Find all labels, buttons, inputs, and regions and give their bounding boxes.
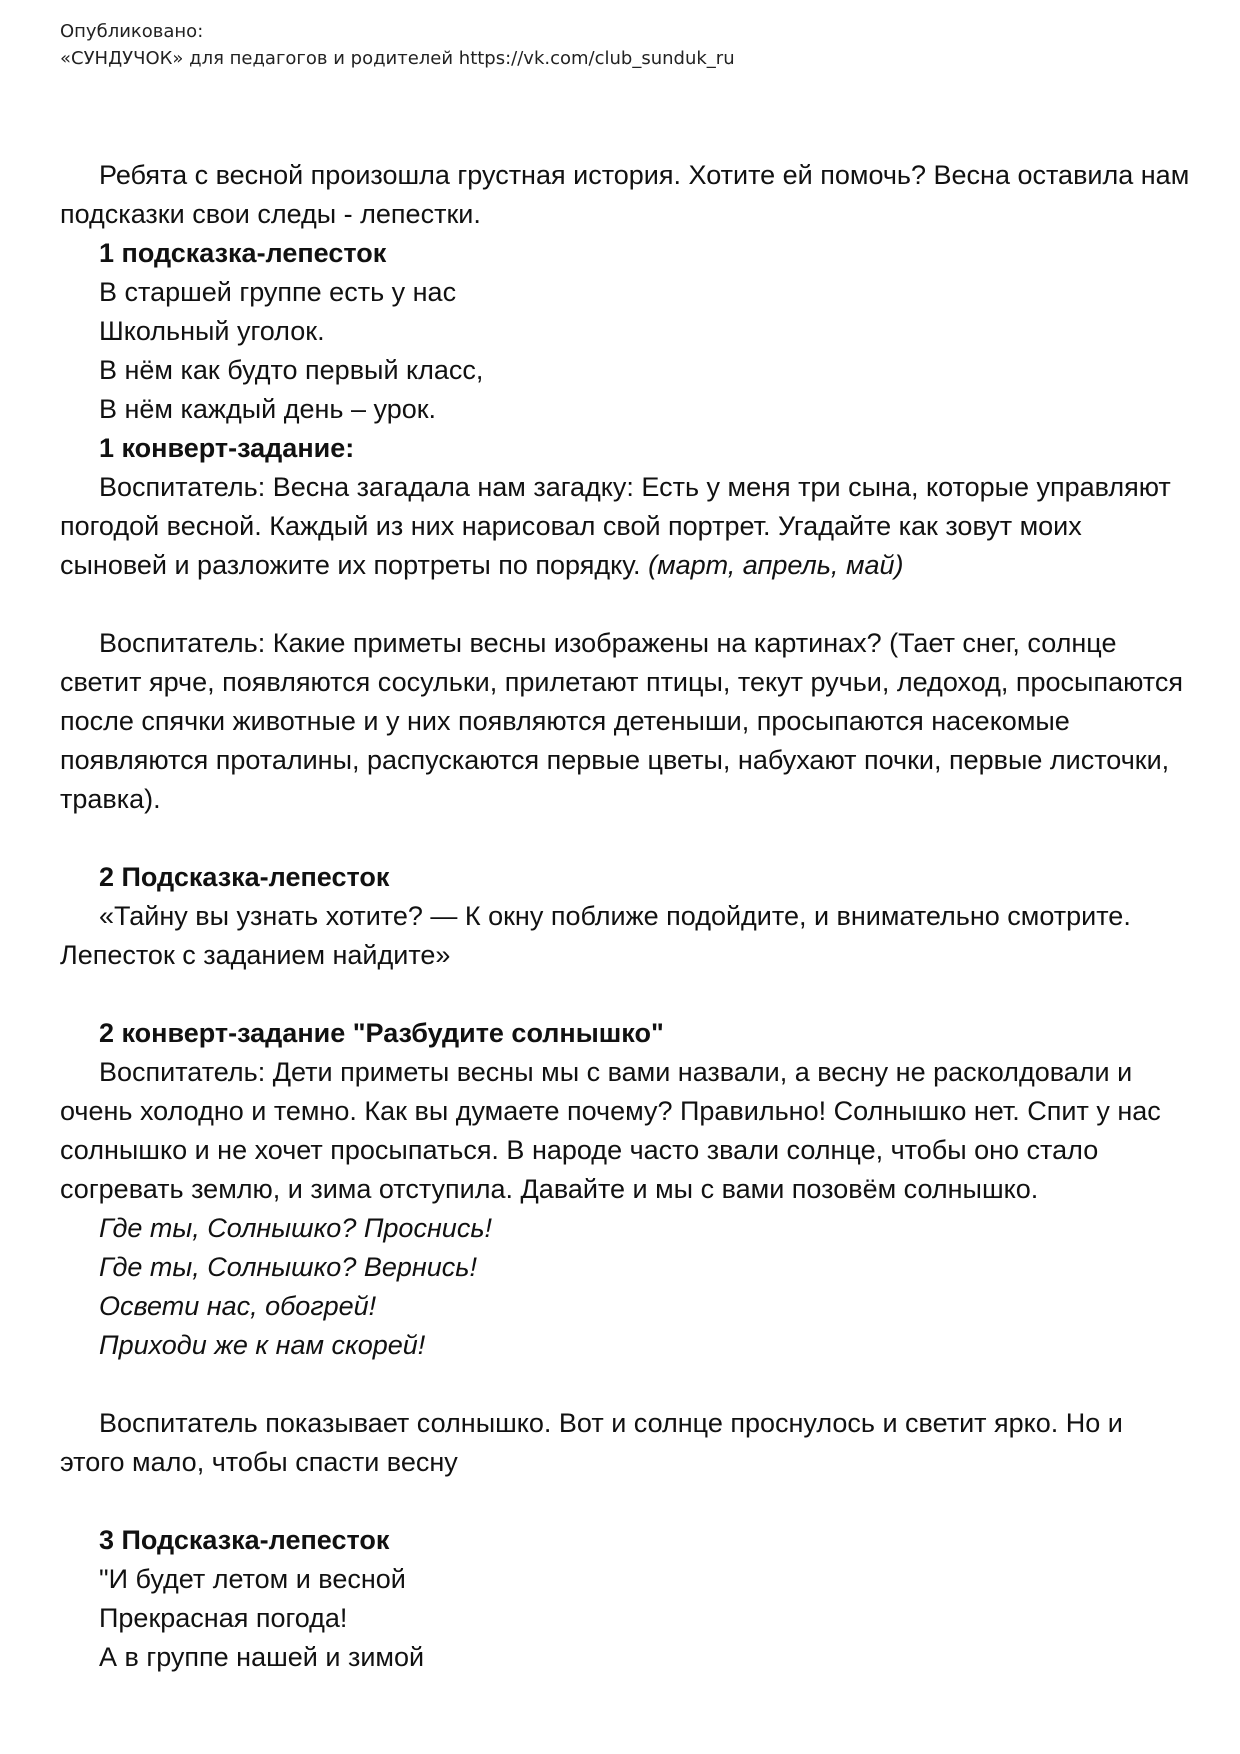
hint3-title: 3 Подсказка-лепесток [99,1525,390,1555]
poem-line: Где ты, Солнышко? Вернись! [99,1252,477,1282]
intro-paragraph: Ребята с весной произошла грустная история. Хотите ей помочь? Весна оставила нам подсказки свои следы - лепестки. [60,160,1190,229]
hint2-title: 2 Подсказка-лепесток [99,862,390,892]
spacer [60,975,1190,1014]
question-paragraph: Воспитатель: Какие приметы весны изображены на картинах? (Тает снег, солнце светит ярче, появляются сосульки, прилетают птицы, текут ручьи, ледоход, просыпаются после спячки животные и у них появляются детеныши, просыпаются насекомые появляются проталины, распускаются первые цветы, набухают почки, первые листочки, травка). [60,628,1183,814]
publication-header [60,18,735,72]
task1-text: Воспитатель: Весна загадала нам загадку: Есть у меня три сына, которые управляют погодой весной. Каждый из них нарисовал свой портрет. Угадайте как зовут моих сыновей и разложите их портреты по порядку. [60,472,1171,580]
spacer [60,819,1190,858]
task2-title: 2 конверт-задание "Разбудите солнышко" [99,1018,664,1048]
hint2-paragraph: «Тайну вы узнать хотите? — К окну поближе подойдите, и внимательно смотрите. Лепесток с заданием найдите» [60,901,1131,970]
hint1-line: В старшей группе есть у нас [99,277,457,307]
poem-line: Приходи же к нам скорей! [99,1330,426,1360]
published-label: Опубликовано: [60,21,204,42]
hint3-line: Прекрасная погода! [99,1603,348,1633]
hint1-title: 1 подсказка-лепесток [99,238,387,268]
poem-line: Где ты, Солнышко? Проснись! [99,1213,493,1243]
spacer [60,1482,1190,1521]
document-body [60,156,1190,1677]
sun-paragraph: Воспитатель показывает солнышко. Вот и солнце проснулось и светит ярко. Но и этого мало, чтобы спасти весну [60,1408,1123,1477]
task1-answer: (март, апрель, май) [648,550,904,580]
spacer [60,1365,1190,1404]
task1-paragraph [60,468,1190,585]
hint3-line: "И будет летом и весной [99,1564,406,1594]
hint1-line: В нём каждый день – урок. [99,394,437,424]
source-line: «СУНДУЧОК» для педагогов и родителей https://vk.com/club_sunduk_ru [60,48,735,69]
hint3-line: А в группе нашей и зимой [99,1642,425,1672]
spacer [60,585,1190,624]
poem-line: Освети нас, обогрей! [99,1291,377,1321]
task1-title: 1 конверт-задание: [99,433,355,463]
task2-paragraph: Воспитатель: Дети приметы весны мы с вами назвали, а весну не расколдовали и очень холодно и темно. Как вы думаете почему? Правильно! Солнышко нет. Спит у нас солнышко и не хочет просыпаться. В народе часто звали солнце, чтобы оно стало согревать землю, и зима отступила. Давайте и мы с вами позовём солнышко. [60,1057,1161,1204]
hint1-line: Школьный уголок. [99,316,325,346]
hint1-line: В нём как будто первый класс, [99,355,484,385]
